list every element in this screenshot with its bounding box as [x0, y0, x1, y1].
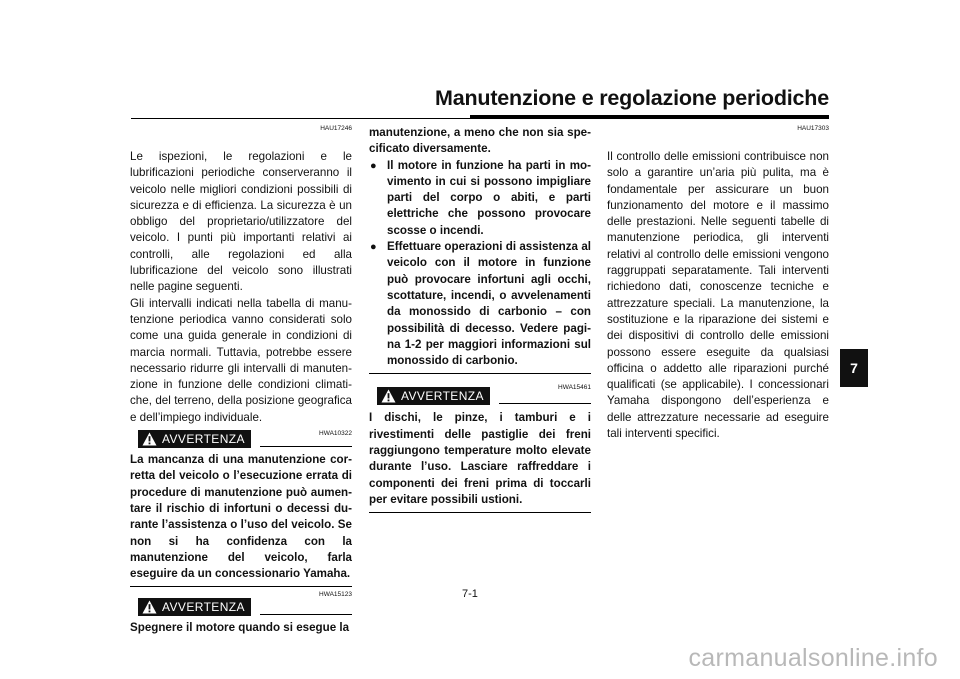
- list-item: ● Effettuare operazioni di assistenza al veicolo con il motore in funzione può provocare infortuni agli occhi, scottature, incendi, o avvelenamenti da monossido di carbonio – con possibilità di decesso. Vedere pagina 1-2 per maggiori informazioni sul monossido di carbonio.: [369, 239, 591, 369]
- column-2: [369, 125, 591, 513]
- warning-code: HWA15123: [319, 591, 352, 599]
- warning-badge: [138, 598, 251, 616]
- warning-triangle-icon: [381, 389, 396, 403]
- warning-continuation: manutenzione, a meno che non sia specificato diversamente.: [369, 126, 591, 156]
- warning-rule: [260, 446, 352, 447]
- warning-text: I dischi, le pinze, i tamburi e i rivestimenti delle pastiglie dei freni raggiungono temperature molto elevate durante l’uso. Lasciare raffreddare i componenti dei freni prima di toccarli per evitare possibili ustioni.: [369, 411, 591, 506]
- warning-label: AVVERTENZA: [162, 600, 245, 615]
- warning-end-rule: [369, 512, 591, 513]
- warning-rule: [499, 403, 591, 404]
- chapter-tab: 7: [840, 349, 868, 387]
- column-1: [130, 125, 352, 637]
- warning-end-rule: [130, 586, 352, 587]
- warning-header: [130, 598, 352, 618]
- list-item: ● Il motore in funzione ha parti in movimento in cui si possono impigliare parti del corpo o abiti, e parti elettriche che possono provocare scosse o incendi.: [369, 158, 591, 239]
- warning-code: HWA15461: [558, 384, 591, 392]
- warning-triangle-icon: [142, 600, 157, 614]
- warning-triangle-icon: [142, 432, 157, 446]
- warning-label: AVVERTENZA: [401, 389, 484, 404]
- warning-text: La mancanza di una manutenzione corretta del veicolo o l’esecuzione errata di procedure di manutenzione può aumentare il rischio di infortuni o decessi durante l’assistenza o l’uso del veicolo. Se non si ha confidenza con la manutenzione del veicolo, farla eseguire da un concessionario Yamaha.: [130, 453, 352, 581]
- watermark: carmanualsonline.info: [688, 644, 938, 672]
- warning-end-rule: [369, 373, 591, 374]
- emission-control-paragraph: Il controllo delle emissioni contribuisce non solo a garantire un’aria più pulita, ma è fondamentale per assicurare un buon funzionamento del motore e il massimo delle prestazioni. Nelle seguenti tabelle di manutenzione periodica, gli interventi relativi al controllo delle emissioni vengono raggruppati separatamente. Tali interventi richiedono dati, conoscenze tecniche e attrezzature speciali. La manutenzione, la sostituzione e la riparazione dei sistemi e dei dispositivi di controllo delle emissioni possono essere eseguite da qualsiasi officina o addetto alle riparazioni purché qualificati (se applicabile). I concessionari Yamaha dispongono dell’esperienza e delle attrezzature necessarie ad eseguire tali interventi specifici.: [607, 150, 829, 441]
- page-title: Manutenzione e regolazione periodiche: [435, 86, 829, 110]
- warning-label: AVVERTENZA: [162, 432, 245, 447]
- warning-header: [369, 387, 591, 407]
- warning-text: Spegnere il motore quando si esegue la: [130, 621, 350, 635]
- column-3: [607, 125, 829, 442]
- warning-badge: [377, 387, 490, 405]
- warning-badge: [138, 430, 251, 448]
- intro-paragraph: Le ispezioni, le regolazioni e le lubrificazioni periodiche conserveranno il veicolo nelle migliori condizioni possibili di sicurezza e di efficienza. La sicurezza è un obbligo del proprietario/utilizzatore del veicolo. I punti più importanti relativi ai controlli, alle regolazioni ed alla lubrificazione del veicolo sono illustrati nelle pagine seguenti.: [130, 150, 352, 294]
- page-number: 7-1: [462, 588, 478, 600]
- header-rule: [131, 118, 829, 119]
- warning-code: HWA10322: [319, 430, 352, 438]
- header-rule-thick: [470, 115, 829, 118]
- warning-rule: [260, 614, 352, 615]
- section-code: HAU17246: [320, 125, 352, 132]
- warning-bullet-list: [369, 158, 591, 370]
- interval-paragraph: Gli intervalli indicati nella tabella di manutenzione periodica vanno considerati solo come una guida generale in condizioni di marcia normali. Tuttavia, potrebbe essere necessario ridurre gli intervalli di manutenzione in funzione delle condizioni climatiche, del terreno, della posizione geografica e dell’impiego individuale.: [130, 296, 352, 424]
- section-code: HAU17303: [797, 125, 829, 132]
- warning-header: [130, 430, 352, 450]
